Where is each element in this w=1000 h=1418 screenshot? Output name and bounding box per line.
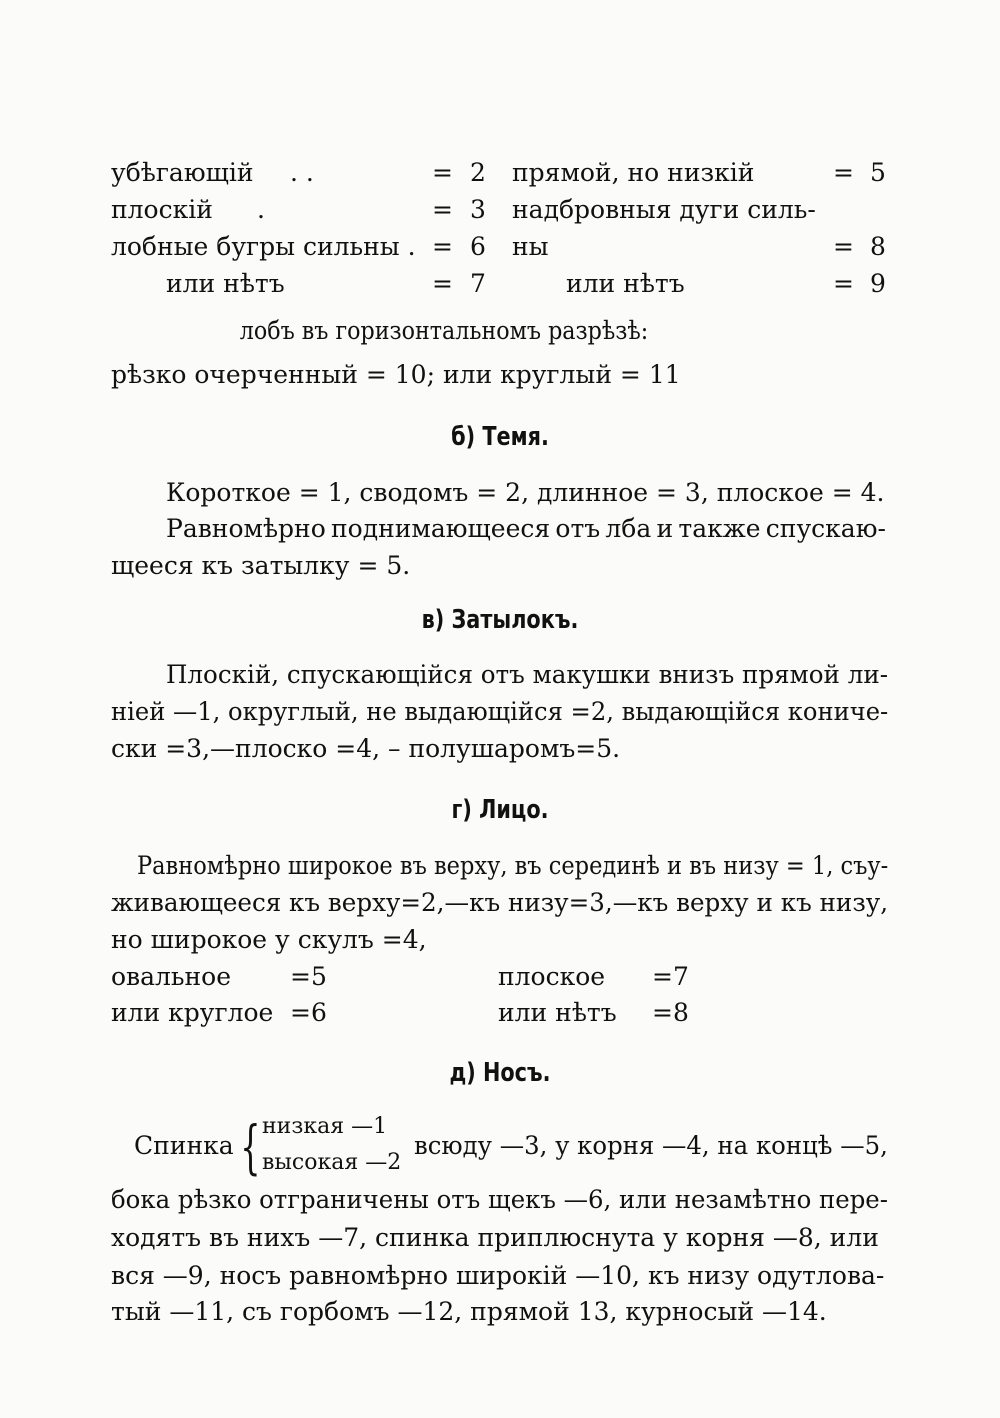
row4-right-eq: = [833, 269, 854, 298]
row2-left-dots: . [257, 195, 265, 224]
row4-left-value: 7 [470, 269, 486, 298]
section-heading-occiput: в) Затылокъ. [421, 605, 579, 635]
section-heading-face: г) Лицо. [451, 795, 549, 825]
face-oval-label: овальное [111, 962, 232, 991]
row1-right-eq: = [833, 158, 854, 187]
row4-right-label: или нѣтъ [566, 269, 685, 298]
occiput-line-3: ски =3,—плоско =4, – полушаромъ=5. [111, 734, 621, 763]
nose-spine-low: низкая —1 [262, 1114, 388, 1139]
row1-left-eq: = [432, 158, 453, 187]
face-oval-value: =5 [290, 962, 327, 991]
occiput-line-2: нiей —1, округлый, не выдающiйся =2, выдающiйся кониче- [111, 697, 889, 726]
row4-left-eq: = [432, 269, 453, 298]
row2-right-label: надбровныя дуги силь- [512, 195, 816, 224]
section-heading-nose: д) Носъ. [449, 1058, 551, 1088]
row2-left-eq: = [432, 195, 453, 224]
nose-line-5: тый —11, съ горбомъ —12, прямой 13, курносый —14. [111, 1297, 827, 1326]
row1-left-label: убѣгающiй [111, 158, 254, 187]
row1-right-label: прямой, но низкiй [512, 158, 755, 187]
row4-right-value: 9 [870, 269, 886, 298]
nose-spine-label: Спинка [134, 1131, 234, 1160]
crown-line-1: Короткое = 1, сводомъ = 2, длинное = 3, плоское = 4. [166, 478, 885, 507]
row3-right-label: ны [512, 232, 549, 261]
horizontal-line: рѣзко очерченный = 10; или круглый = 11 [111, 360, 681, 389]
row3-right-value: 8 [870, 232, 886, 261]
crown-line-2: Равномѣрно поднимающееся отъ лба и также спускаю- [166, 514, 886, 543]
row2-left-value: 3 [470, 195, 486, 224]
face-line-3: но широкое у скулъ =4, [111, 925, 427, 954]
row4-left-label: или нѣтъ [166, 269, 285, 298]
row1-left-value: 2 [470, 158, 486, 187]
crown-line-3: щееся къ затылку = 5. [111, 551, 411, 580]
face-line-1: Равномѣрно широкое въ верху, въ серединѣ и въ низу = 1, съу- [137, 851, 889, 880]
nose-line-3: ходятъ въ нихъ —7, спинка приплюснута у корня —8, или [111, 1223, 879, 1252]
face-flat-value: =7 [652, 962, 689, 991]
face-round-label: или круглое [111, 998, 274, 1027]
face-flat-label: плоское [498, 962, 606, 991]
nose-spine-rest: всюду —3, у корня —4, на концѣ —5, [414, 1131, 888, 1160]
curly-brace-icon: { [240, 1113, 261, 1181]
face-round-value: =6 [290, 998, 327, 1027]
nose-spine-high: высокая —2 [262, 1150, 402, 1175]
nose-line-2: бока рѣзко отграничены отъ щекъ —6, или незамѣтно пере- [111, 1185, 888, 1214]
row1-right-value: 5 [870, 158, 886, 187]
face-none-value: =8 [652, 998, 689, 1027]
horizontal-caption: лобъ въ горизонтальномъ разрѣзѣ: [239, 316, 649, 345]
nose-line-4: вся —9, носъ равномѣрно широкiй —10, къ низу одутлова- [111, 1261, 885, 1290]
row3-left-eq: = [432, 232, 453, 261]
row3-left-value: 6 [470, 232, 486, 261]
row3-left-label: лобные бугры сильны . [111, 232, 416, 261]
occiput-line-1: Плоскiй, спускающiйся отъ макушки внизъ прямой ли- [166, 660, 889, 689]
row1-left-dots: . . [290, 158, 314, 187]
section-heading-crown: б) Темя. [451, 422, 549, 452]
face-none-label: или нѣтъ [498, 998, 617, 1027]
face-line-2: живающееся къ верху=2,—къ низу=3,—къ верху и къ низу, [111, 888, 889, 917]
row2-left-label: плоскiй [111, 195, 213, 224]
row3-right-eq: = [833, 232, 854, 261]
